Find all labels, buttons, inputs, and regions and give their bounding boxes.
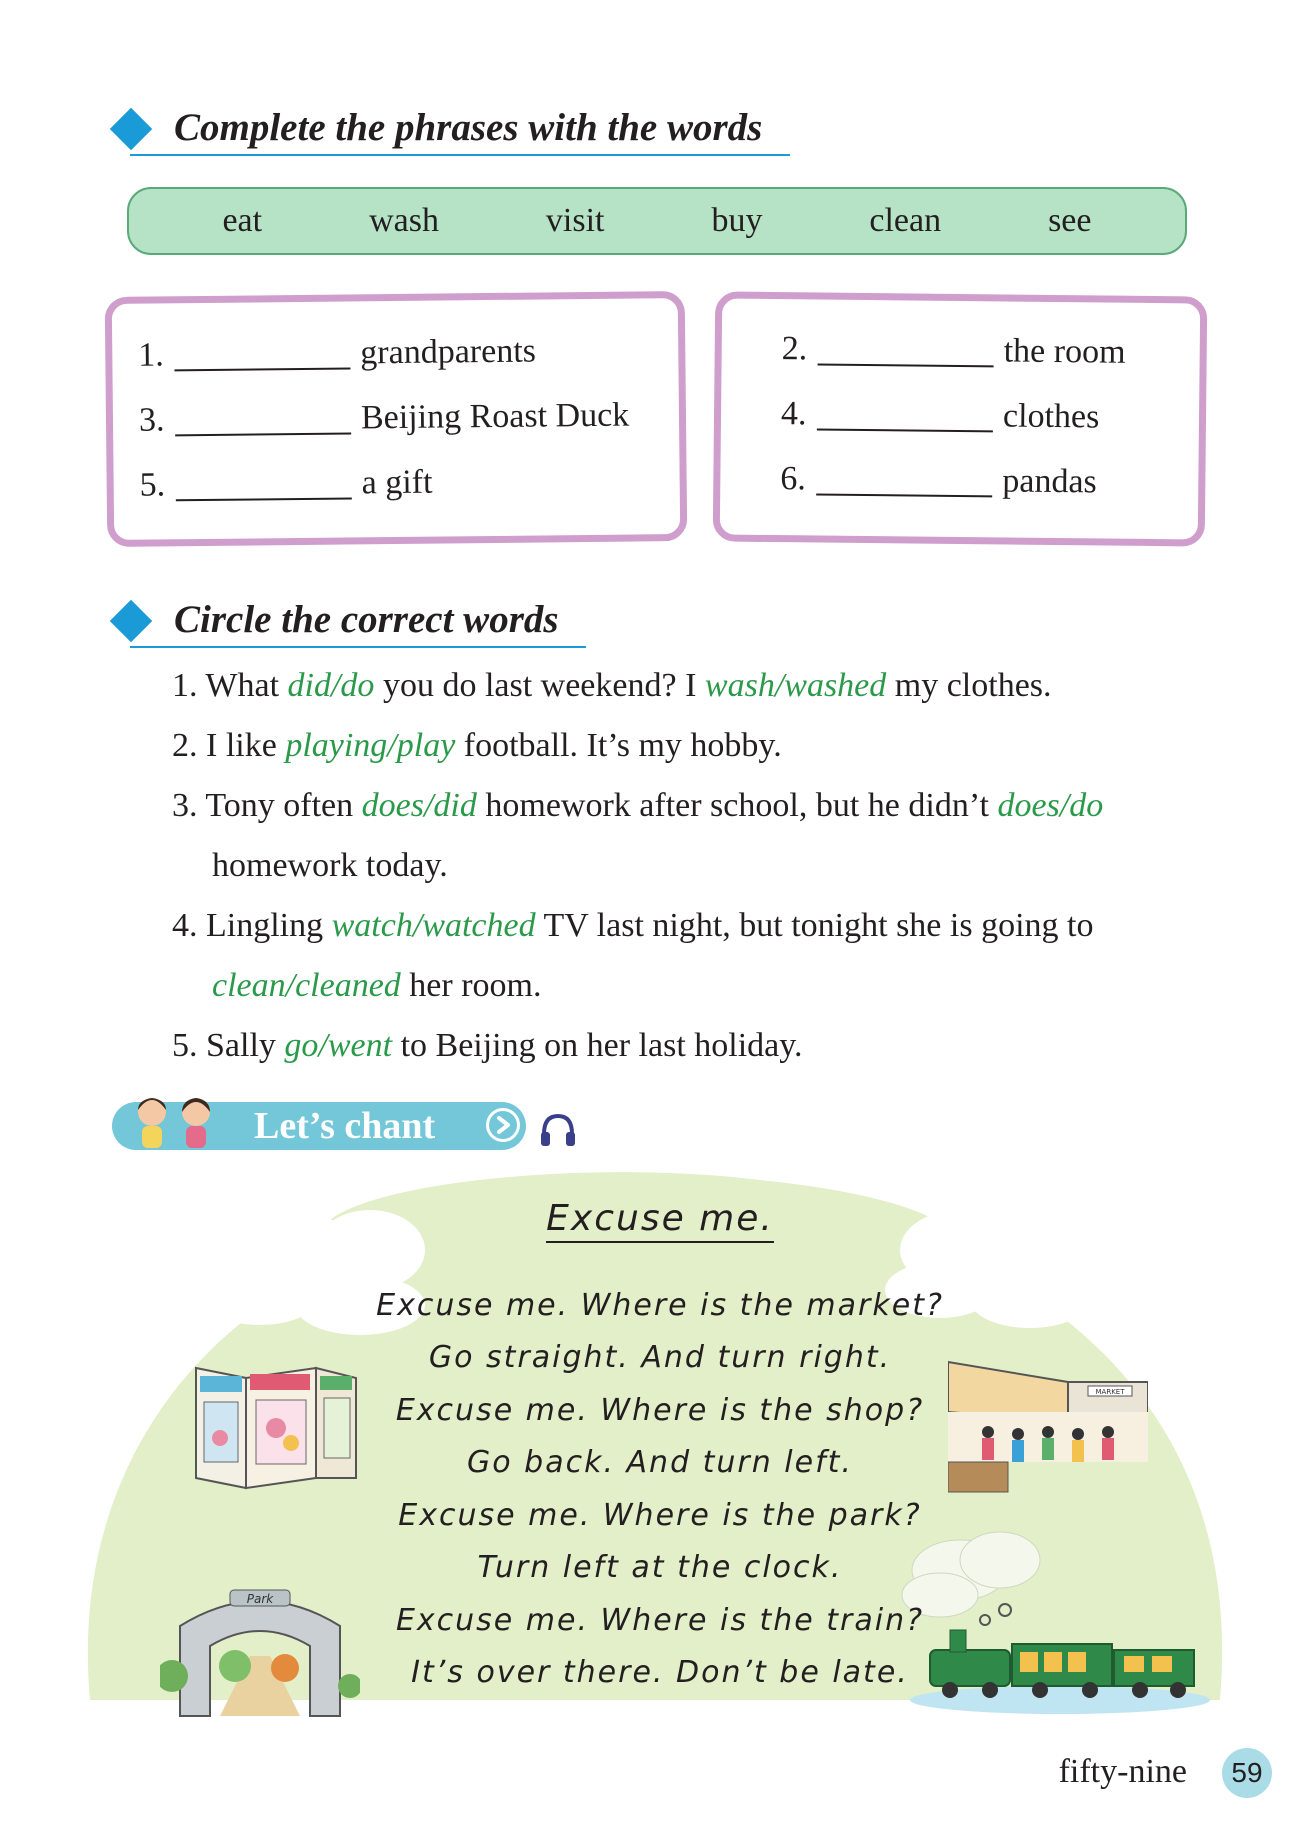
item-number: 2. bbox=[172, 727, 198, 764]
diamond-bullet-icon bbox=[110, 108, 152, 150]
page-number-badge: 59 bbox=[1222, 1748, 1272, 1798]
item-text: you do last weekend? I bbox=[374, 667, 705, 704]
title-underline bbox=[130, 646, 586, 648]
phrase-text: Beijing Roast Duck bbox=[360, 396, 630, 437]
phrase-number: 2. bbox=[781, 330, 808, 368]
item-text: Lingling bbox=[206, 907, 332, 944]
answer-blank[interactable] bbox=[816, 493, 992, 497]
word-choice[interactable]: wash/washed bbox=[704, 667, 887, 704]
chant-title: Excuse me. bbox=[300, 1198, 1020, 1239]
item-text: my clothes. bbox=[886, 667, 1052, 704]
item-number: 5. bbox=[172, 1027, 198, 1064]
phrase-text: a gift bbox=[361, 463, 433, 502]
circle-item bbox=[172, 724, 782, 768]
item-number: 4. bbox=[172, 907, 198, 944]
chant-line: Excuse me. Where is the train? bbox=[395, 1603, 925, 1638]
phrase-text: the room bbox=[1003, 332, 1126, 371]
phrase-box-right bbox=[713, 291, 1208, 546]
chant-line: Excuse me. Where is the market? bbox=[376, 1288, 944, 1323]
phrase-box-left bbox=[105, 291, 688, 547]
phrase-item bbox=[780, 459, 1200, 503]
page-number-word: fifty-nine bbox=[1058, 1753, 1187, 1790]
phrase-item bbox=[781, 394, 1201, 438]
item-text: football. It’s my hobby. bbox=[455, 727, 782, 764]
word-choice[interactable]: did/do bbox=[287, 667, 375, 704]
title-underline bbox=[130, 154, 790, 156]
word-choice[interactable]: playing/play bbox=[285, 727, 456, 764]
word-bank bbox=[127, 187, 1187, 255]
item-text: Sally bbox=[206, 1027, 285, 1064]
item-text: homework today. bbox=[212, 847, 448, 884]
word-choice[interactable]: does/did bbox=[361, 787, 477, 824]
phrase-item bbox=[139, 395, 679, 441]
phrase-number: 5. bbox=[139, 466, 166, 504]
circle-item bbox=[172, 904, 1093, 948]
phrase-item bbox=[139, 460, 679, 506]
banner-title: Let’s chant bbox=[254, 1105, 436, 1147]
answer-blank[interactable] bbox=[176, 497, 352, 501]
circle-item bbox=[172, 784, 1103, 828]
circle-item bbox=[172, 664, 1052, 708]
word-choice[interactable]: go/went bbox=[284, 1027, 393, 1064]
word-bank-item[interactable]: wash bbox=[369, 202, 439, 239]
section-title: Circle the correct words bbox=[174, 598, 559, 641]
chant-line: Go back. And turn left. bbox=[467, 1445, 853, 1480]
phrase-item bbox=[782, 329, 1202, 373]
market-illustration bbox=[948, 1352, 1148, 1502]
chant-line: It’s over there. Don’t be late. bbox=[411, 1655, 909, 1690]
market-sign: MARKET bbox=[1095, 1388, 1125, 1396]
phrase-number: 4. bbox=[780, 395, 807, 433]
section-title: Complete the phrases with the words bbox=[174, 106, 763, 149]
answer-blank[interactable] bbox=[818, 364, 994, 368]
phrase-text: pandas bbox=[1002, 462, 1097, 501]
item-text: her room. bbox=[400, 967, 542, 1004]
item-number: 1. bbox=[172, 667, 198, 704]
phrase-item bbox=[138, 330, 678, 376]
word-choice[interactable]: watch/watched bbox=[331, 907, 536, 944]
phrase-text: clothes bbox=[1002, 397, 1100, 436]
chant-line: Turn left at the clock. bbox=[477, 1550, 843, 1585]
chant-line: Excuse me. Where is the shop? bbox=[395, 1393, 925, 1428]
phrase-text: grandparents bbox=[360, 332, 537, 372]
section-heading-complete bbox=[108, 104, 808, 160]
chant-line: Excuse me. Where is the park? bbox=[398, 1498, 922, 1533]
phrase-number: 6. bbox=[780, 460, 807, 498]
section-heading-circle bbox=[108, 596, 628, 652]
answer-blank[interactable] bbox=[175, 432, 351, 436]
play-icon[interactable] bbox=[486, 1108, 520, 1142]
phrase-number: 3. bbox=[138, 401, 165, 439]
diamond-bullet-icon bbox=[110, 600, 152, 642]
item-text: TV last night, but tonight she is going to bbox=[535, 907, 1094, 944]
word-bank-item[interactable]: buy bbox=[711, 202, 763, 239]
circle-item-continued bbox=[212, 964, 541, 1008]
phrase-number: 1. bbox=[138, 336, 165, 374]
park-illustration bbox=[160, 1576, 360, 1726]
shop-illustration bbox=[186, 1358, 366, 1498]
item-text: I like bbox=[206, 727, 286, 764]
item-text: Tony often bbox=[205, 787, 362, 824]
item-number: 3. bbox=[172, 787, 198, 824]
word-bank-item[interactable]: see bbox=[1048, 202, 1092, 239]
word-choice[interactable]: does/do bbox=[997, 787, 1104, 824]
word-choice[interactable]: clean/cleaned bbox=[212, 967, 401, 1004]
answer-blank[interactable] bbox=[817, 429, 993, 433]
circle-item bbox=[172, 1024, 803, 1068]
answer-blank[interactable] bbox=[174, 367, 350, 371]
item-text: What bbox=[205, 667, 288, 704]
item-text: homework after school, but he didn’t bbox=[476, 787, 998, 824]
train-illustration bbox=[910, 1600, 1210, 1720]
circle-item-continued bbox=[212, 844, 448, 888]
word-bank-item[interactable]: clean bbox=[869, 202, 942, 239]
chant-line: Go straight. And turn right. bbox=[428, 1340, 892, 1375]
word-bank-item[interactable]: visit bbox=[545, 202, 605, 239]
item-text: to Beijing on her last holiday. bbox=[392, 1027, 803, 1064]
park-sign: Park bbox=[246, 1592, 274, 1606]
word-bank-item[interactable]: eat bbox=[222, 202, 263, 239]
